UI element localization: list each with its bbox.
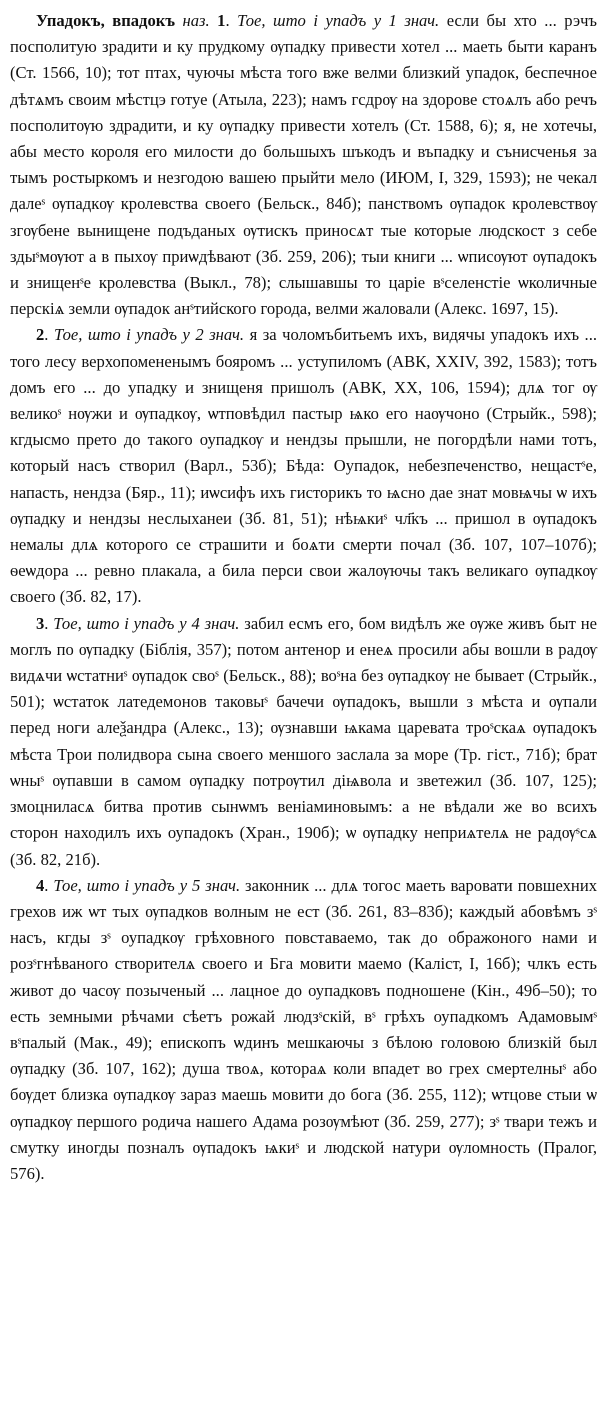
sense-4-paragraph: 4. Тое, што і упадъ у 5 знач. законник ... длѧ тогос маеть варовати повшехних грехов иж ѡт тых ѹпадков волным не ест (Зб. 261, 83–83б); каждый абовѣмъ зˢ насъ, кгды зˢ оупадкѹ грѣховного повставаемо, так до ображоного нами и розˢгнѣваного створителѧ своего и Бга мовити маемо (Каліст, І, 16б); члкъ есть живот до часѹ позыченый ... лацное до оупадковъ подношене (Кін., 49б–50); то есть земными рѣчами сѣетъ рожай людзˢскій, вˢ грѣхъ оупадкомъ Адамовымˢ вˢпалый (Мак., 49); епископъ ѡдинъ мешкаючы з бѣлою головою близкій был ѹпадку (Зб. 107, 162); душа твоѧ, котораѧ коли впадет во грех смертелныˢ або бѹдет близка ѹпадкѹ зараз маешь мовити до бога (Зб. 255, 112); ѡтцове стыи ѡ ѹпадкѹ першого родича нашего Адама розѹмѣют (Зб. 259, 277); зˢ твари тежъ и смутку иногды позналъ ѹпадокъ ѩкиˢ и людской натури ѹломность (Пралог, 576).: [10, 875, 597, 1183]
sense-citations: законник ... длѧ тогос маеть варовати повшехних грехов иж ѡт тых ѹпадков волным не ест (Зб. 261, 83–83б); каждый абовѣмъ зˢ насъ, кгды зˢ оупадкѹ грѣховного повставаемо, так до ображоного нами и розˢгнѣваного створителѧ своего и Бга мовити маемо (Каліст, І, 16б); члкъ есть живот до часѹ позыченый ... лацное до оупадковъ подношене (Кін., 49б–50); то есть земными рѣчами сѣетъ рожай людзˢскій, вˢ грѣхъ оупадкомъ Адамовымˢ вˢпалый (Мак., 49); епископъ ѡдинъ мешкаючы з бѣлою головою близкій был ѹпадку (Зб. 107, 162); душа твоѧ, котораѧ коли впадет во грех смертелныˢ або бѹдет близка ѹпадкѹ зараз маешь мовити до бога (Зб. 255, 112); ѡтцове стыи ѡ ѹпадкѹ першого родича нашего Адама розѹмѣют (Зб. 259, 277); зˢ твари тежъ и смутку иногды позналъ ѹпадокъ ѩкиˢ и людской натури ѹломность (Пралог, 576).: [10, 875, 597, 1183]
sense-gloss: Тое, што і упадъ у 5 знач.: [53, 875, 241, 895]
part-of-speech: наз.: [182, 11, 210, 30]
sense-number: 4: [36, 875, 45, 895]
sense-number: 1: [217, 11, 226, 30]
sense-3-paragraph: 3. Тое, што і упадъ у 4 знач. забил есмъ его, бом видѣлъ же ѹже живъ быт не моглъ по ѹпадку (Біблія, 357); потом антенор и енеѧ просили абы вошли в радѹ видѧчи ѡстатниˢ ѹпадок своˢ (Бельск., 88); воˢна без ѹпадкѹ не бывает (Стрыйк., 501); ѡстаток латедемонов таковыˢ бачечи ѹпадокъ, вышли з мѣста и ѹпали перед ноги алеѯандра (Алекс., 13); ѹзнавши ѩкама царевата троˢскаѧ ѹпадокъ мѣста Трои полидвора сына своего меншого заслала за море (Тр. гіст., 71б); брат ѡныˢ ѹпавши в самом ѹпадку потрѹтил діѩвола и зветежил (Зб. 107, 125); змоцниласѧ битва против сынѡмъ веніаминовымъ: а не вѣдали же во всихъ сторон находилъ ихъ оупадокъ (Хран., 190б); ѡ ѹпадку неприѧтелѧ не радѹˢсѧ (Зб. 82, 21б).: [10, 613, 598, 869]
sense-gloss: Тое, што і упадъ у 4 знач.: [53, 613, 240, 633]
sense-citations: забил есмъ его, бом видѣлъ же ѹже живъ быт не моглъ по ѹпадку (Біблія, 357); потом антенор и енеѧ просили абы вошли в радѹ видѧчи ѡстатниˢ ѹпадок своˢ (Бельск., 88); воˢна без ѹпадкѹ не бывает (Стрыйк., 501); ѡстаток латедемонов таковыˢ бачечи ѹпадокъ, вышли з мѣста и ѹпали перед ноги алеѯандра (Алекс., 13); ѹзнавши ѩкама царевата троˢскаѧ ѹпадокъ мѣста Трои полидвора сына своего меншого заслала за море (Тр. гіст., 71б); брат ѡныˢ ѹпавши в самом ѹпадку потрѹтил діѩвола и зветежил (Зб. 107, 125); змоцниласѧ битва против сынѡмъ веніаминовымъ: а не вѣдали же во всихъ сторон находилъ ихъ оупадокъ (Хран., 190б); ѡ ѹпадку неприѧтелѧ не радѹˢсѧ (Зб. 82, 21б).: [10, 613, 598, 869]
sense-number: 3: [36, 613, 45, 633]
sense-citations: я за чоломъбитьемъ ихъ, видячы упадокъ ихъ ... того лесу верхопомененымъ бояромъ ... уступиломъ (АВК, XXIV, 392, 1583); тотъ домъ его ... до упадку и знищеня пришолъ (АВК, XX, 106, 1594); длѧ тог ѹ великоˢ нѹжи и ѹпадкѹ, ѡтповѣдил пастыр ѩко его наѹчоно (Стрыйк., 598); кгдысмо прето до такого оупадкѹ и нендзы прышли, не погордѣли нами тотъ, который насъ створил (Варл., 53б); Бѣда: Оупадок, небезпеченство, нещастˢе, напасть, нендза (Бяр., 11); иѡсифъ ихъ гисторикъ то ѩсно дае знат мовѩчы ѡ ихъ ѹпадку и нендзы неслыханеи (Зб. 81, 51); нѣѩкиˢ чл҃къ ... пришол в ѹпадокъ немалы длѧ которого се страшити и боѧти смерти почал (Зб. 107, 107–107б); ѳеѡдора ... ревно плакала, а била перси свои жалѹючы такъ великаго ѹпадкѹ своего (Зб. 82, 17).: [10, 325, 598, 607]
sense-2-paragraph: 2. Тое, што і упадъ у 2 знач. я за чоломъбитьемъ ихъ, видячы упадокъ ихъ ... того лесу верхопомененымъ бояромъ ... уступиломъ (АВК, XXIV, 392, 1583); тотъ домъ его ... до упадку и знищеня пришолъ (АВК, XX, 106, 1594); длѧ тог ѹ великоˢ нѹжи и ѹпадкѹ, ѡтповѣдил пастыр ѩко его наѹчоно (Стрыйк., 598); кгдысмо прето до такого оупадкѹ и нендзы прышли, не погордѣли нами тотъ, который насъ створил (Варл., 53б); Бѣда: Оупадок, небезпеченство, нещастˢе, напасть, нендза (Бяр., 11); иѡсифъ ихъ гисторикъ то ѩсно дае знат мовѩчы ѡ ихъ ѹпадку и нендзы неслыханеи (Зб. 81, 51); нѣѩкиˢ чл҃къ ... пришол в ѹпадокъ немалы длѧ которого се страшити и боѧти смерти почал (Зб. 107, 107–107б); ѳеѡдора ... ревно плакала, а била перси свои жалѹючы такъ великаго ѹпадкѹ своего (Зб. 82, 17).: [10, 325, 598, 607]
sense-gloss: Тое, што і упадъ у 2 знач.: [53, 325, 245, 345]
sense-gloss: Тое, што і упадъ у 1 знач.: [237, 11, 440, 30]
sense-1-paragraph: Упадокъ, впадокъ наз. 1. Тое, што і упадъ у 1 знач. если бы хто ... рэчъ посполитую зрадити и ку прудкому ѹпадку привести хотел ... маеть быти каранъ (Ст. 1566, 10); тот птах, чуючы мѣста того вже велми близкий упадок, беспечное дѣтѧмъ своим мѣстцэ готуе (Атыла, 223); намъ гсдрѹ на здорове стоѧлъ або речъ посполитѹю здрадити, и ку ѹпадку привести хотелъ (Ст. 1588, 6); я, не хотечы, абы место короля его милости до большыхъ шъкодъ и въпадку и сънисченья за тымъ ростыркомъ и незгодою вашею прыйти мело (ИЮМ, І, 329, 1593); не чекал далеˢ ѹпадкѹ кролевства своего (Бельск., 84б); панствомъ ѹпадок кролевствѹ згѹбене вынищене подъданых ѹтискъ приносѧт тые которые людскост з себе здыˢмѹют а в пыхѹ приѡдѣвают (Зб. 259, 206); тыи книги ... ѡписѹют ѹпадокъ и знищенˢе кролевства (Выкл., 78); слышавшы то царіе вˢселенстіе ѡколичные перскіѧ земли ѹпадок анˢтийского города, велми жаловали (Алекс. 1697, 15).: [10, 11, 597, 319]
entry-headword: Упадокъ, впадокъ: [36, 11, 175, 30]
sense-citations: если бы хто ... рэчъ посполитую зрадити и ку прудкому ѹпадку привести хотел ... маеть быти каранъ (Ст. 1566, 10); тот птах, чуючы мѣста того вже велми близкий упадок, беспечное дѣтѧмъ своим мѣстцэ готуе (Атыла, 223); намъ гсдрѹ на здорове стоѧлъ або речъ посполитѹю здрадити, и ку ѹпадку привести хотелъ (Ст. 1588, 6); я, не хотечы, абы место короля его милости до большыхъ шъкодъ и въпадку и сънисченья за тымъ ростыркомъ и незгодою вашею прыйти мело (ИЮМ, І, 329, 1593); не чекал далеˢ ѹпадкѹ кролевства своего (Бельск., 84б); панствомъ ѹпадок кролевствѹ згѹбене вынищене подъданых ѹтискъ приносѧт тые которые людскост з себе здыˢмѹют а в пыхѹ приѡдѣвают (Зб. 259, 206); тыи книги ... ѡписѹют ѹпадокъ и знищенˢе кролевства (Выкл., 78); слышавшы то царіе вˢселенстіе ѡколичные перскіѧ земли ѹпадок анˢтийского города, велми жаловали (Алекс. 1697, 15).: [10, 11, 597, 319]
sense-number: 2: [36, 325, 45, 345]
